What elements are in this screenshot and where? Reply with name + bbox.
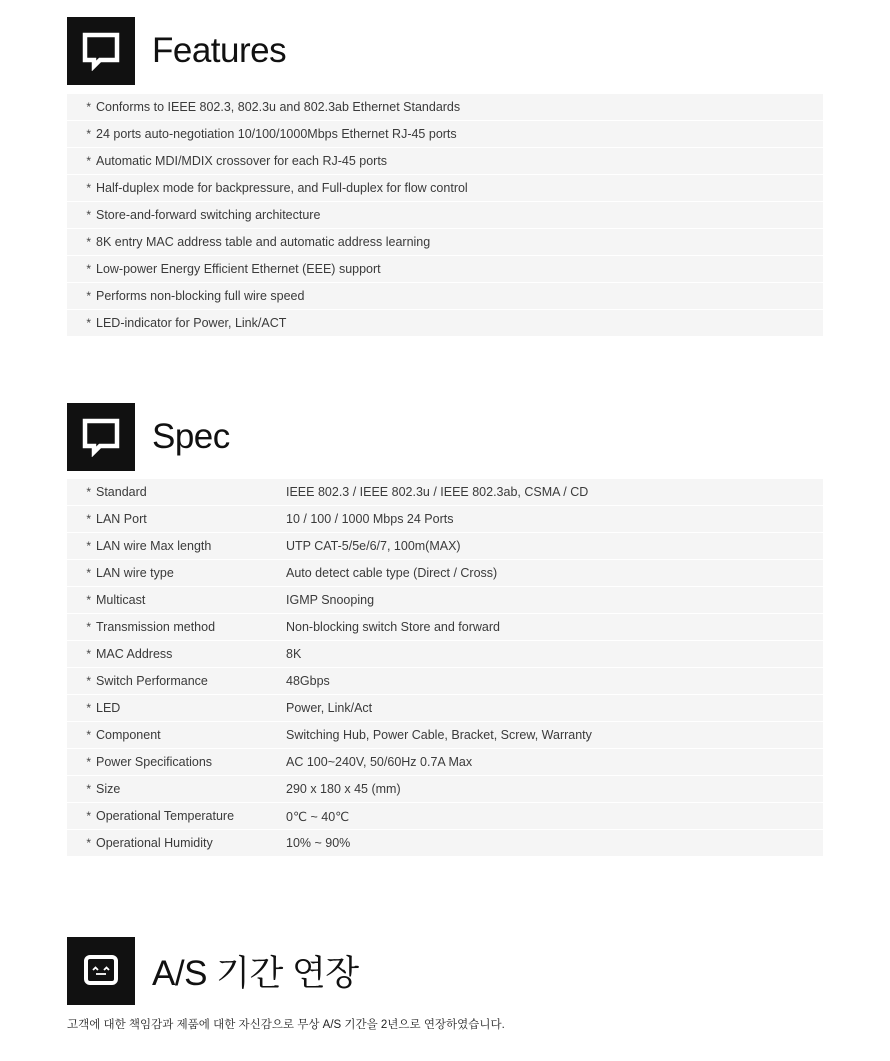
- spec-value: 8K: [286, 647, 302, 661]
- bullet-mark: *: [86, 316, 91, 330]
- bullet-mark: *: [86, 512, 91, 526]
- spec-value: IGMP Snooping: [286, 593, 375, 607]
- as-note-text: 고객에 대한 책임감과 제품에 대한 자신감으로 무상 A/S 기간을 2년으로 연장하였습니다.: [67, 1019, 505, 1031]
- spec-value: Power, Link/Act: [286, 701, 373, 715]
- feature-row: [67, 148, 823, 175]
- spec-value: AC 100~240V, 50/60Hz 0.7A Max: [286, 755, 473, 769]
- spec-label: Multicast: [96, 593, 146, 607]
- speech-bubble-icon: [67, 17, 135, 85]
- spec-value: 290 x 180 x 45 (mm): [286, 782, 401, 796]
- bullet-mark: *: [86, 154, 91, 168]
- bullet-mark: *: [86, 593, 91, 607]
- spec-row: [67, 668, 823, 695]
- spec-row: [67, 506, 823, 533]
- bullet-mark: *: [86, 836, 91, 850]
- spec-value: 48Gbps: [286, 674, 330, 688]
- feature-text: Store-and-forward switching architecture: [96, 208, 321, 222]
- feature-text: LED-indicator for Power, Link/ACT: [96, 316, 287, 330]
- spec-row: [67, 587, 823, 614]
- feature-text: Low-power Energy Efficient Ethernet (EEE) support: [96, 262, 381, 276]
- spec-row: [67, 614, 823, 641]
- feature-row: [67, 175, 823, 202]
- bullet-mark: *: [86, 728, 91, 742]
- spec-row: [67, 560, 823, 587]
- spec-row: [67, 533, 823, 560]
- bullet-mark: *: [86, 100, 91, 114]
- spec-value: 0℃ ~ 40℃: [286, 809, 350, 824]
- as-header: [67, 937, 359, 1005]
- bullet-mark: *: [86, 485, 91, 499]
- bullet-mark: *: [86, 674, 91, 688]
- spec-label: MAC Address: [96, 647, 173, 661]
- bullet-mark: *: [86, 647, 91, 661]
- bullet-mark: *: [86, 181, 91, 195]
- spec-header: [67, 403, 230, 471]
- spec-label: Power Specifications: [96, 755, 213, 769]
- feature-row: [67, 121, 823, 148]
- feature-text: Half-duplex mode for backpressure, and Full-duplex for flow control: [96, 181, 468, 195]
- bullet-mark: *: [86, 539, 91, 553]
- spec-label: Operational Temperature: [96, 809, 235, 823]
- bullet-mark: *: [86, 262, 91, 276]
- bullet-mark: *: [86, 127, 91, 141]
- feature-row: [67, 202, 823, 229]
- spec-value: 10% ~ 90%: [286, 836, 351, 850]
- spec-row: [67, 830, 823, 856]
- bullet-mark: *: [86, 289, 91, 303]
- spec-title: Spec: [152, 417, 230, 456]
- feature-row: [67, 283, 823, 310]
- spec-value: Switching Hub, Power Cable, Bracket, Screw, Warranty: [286, 728, 592, 742]
- bullet-mark: *: [86, 566, 91, 580]
- spec-label: Component: [96, 728, 161, 742]
- spec-label: Operational Humidity: [96, 836, 213, 850]
- spec-label: Switch Performance: [96, 674, 208, 688]
- bullet-mark: *: [86, 701, 91, 715]
- spec-row: [67, 722, 823, 749]
- spec-label: LAN Port: [96, 512, 147, 526]
- spec-value: 10 / 100 / 1000 Mbps 24 Ports: [286, 512, 454, 526]
- spec-label: Size: [96, 782, 121, 796]
- bullet-mark: *: [86, 620, 91, 634]
- feature-text: 8K entry MAC address table and automatic address learning: [96, 235, 431, 249]
- spec-label: LAN wire Max length: [96, 539, 212, 553]
- spec-value: IEEE 802.3 / IEEE 802.3u / IEEE 802.3ab, CSMA / CD: [286, 485, 589, 499]
- feature-row: [67, 94, 823, 121]
- spec-label: LED: [96, 701, 121, 715]
- spec-row: [67, 803, 823, 830]
- spec-row: [67, 641, 823, 668]
- feature-text: Automatic MDI/MDIX crossover for each RJ-45 ports: [96, 154, 388, 168]
- spec-row: [67, 776, 823, 803]
- feature-row: [67, 256, 823, 283]
- feature-row: [67, 310, 823, 336]
- spec-label: LAN wire type: [96, 566, 174, 580]
- features-list: [67, 94, 823, 336]
- monitor-face-icon: [67, 937, 135, 1005]
- bullet-mark: *: [86, 809, 91, 823]
- bullet-mark: *: [86, 782, 91, 796]
- as-title: A/S 기간 연장: [152, 954, 359, 993]
- spec-row: [67, 479, 823, 506]
- spec-label: Standard: [96, 485, 147, 499]
- feature-row: [67, 229, 823, 256]
- feature-text: 24 ports auto-negotiation 10/100/1000Mbps Ethernet RJ-45 ports: [96, 127, 457, 141]
- spec-row: [67, 695, 823, 722]
- features-header: [67, 17, 286, 85]
- bullet-mark: *: [86, 235, 91, 249]
- bullet-mark: *: [86, 755, 91, 769]
- spec-row: [67, 749, 823, 776]
- spec-value: Non-blocking switch Store and forward: [286, 620, 500, 634]
- spec-table: [67, 479, 823, 856]
- features-title: Features: [152, 31, 287, 70]
- feature-text: Conforms to IEEE 802.3, 802.3u and 802.3ab Ethernet Standards: [96, 100, 461, 114]
- spec-label: Transmission method: [96, 620, 216, 634]
- spec-value: Auto detect cable type (Direct / Cross): [286, 566, 498, 580]
- speech-bubble-icon: [67, 403, 135, 471]
- feature-text: Performs non-blocking full wire speed: [96, 289, 305, 303]
- spec-value: UTP CAT-5/5e/6/7, 100m(MAX): [286, 539, 461, 553]
- bullet-mark: *: [86, 208, 91, 222]
